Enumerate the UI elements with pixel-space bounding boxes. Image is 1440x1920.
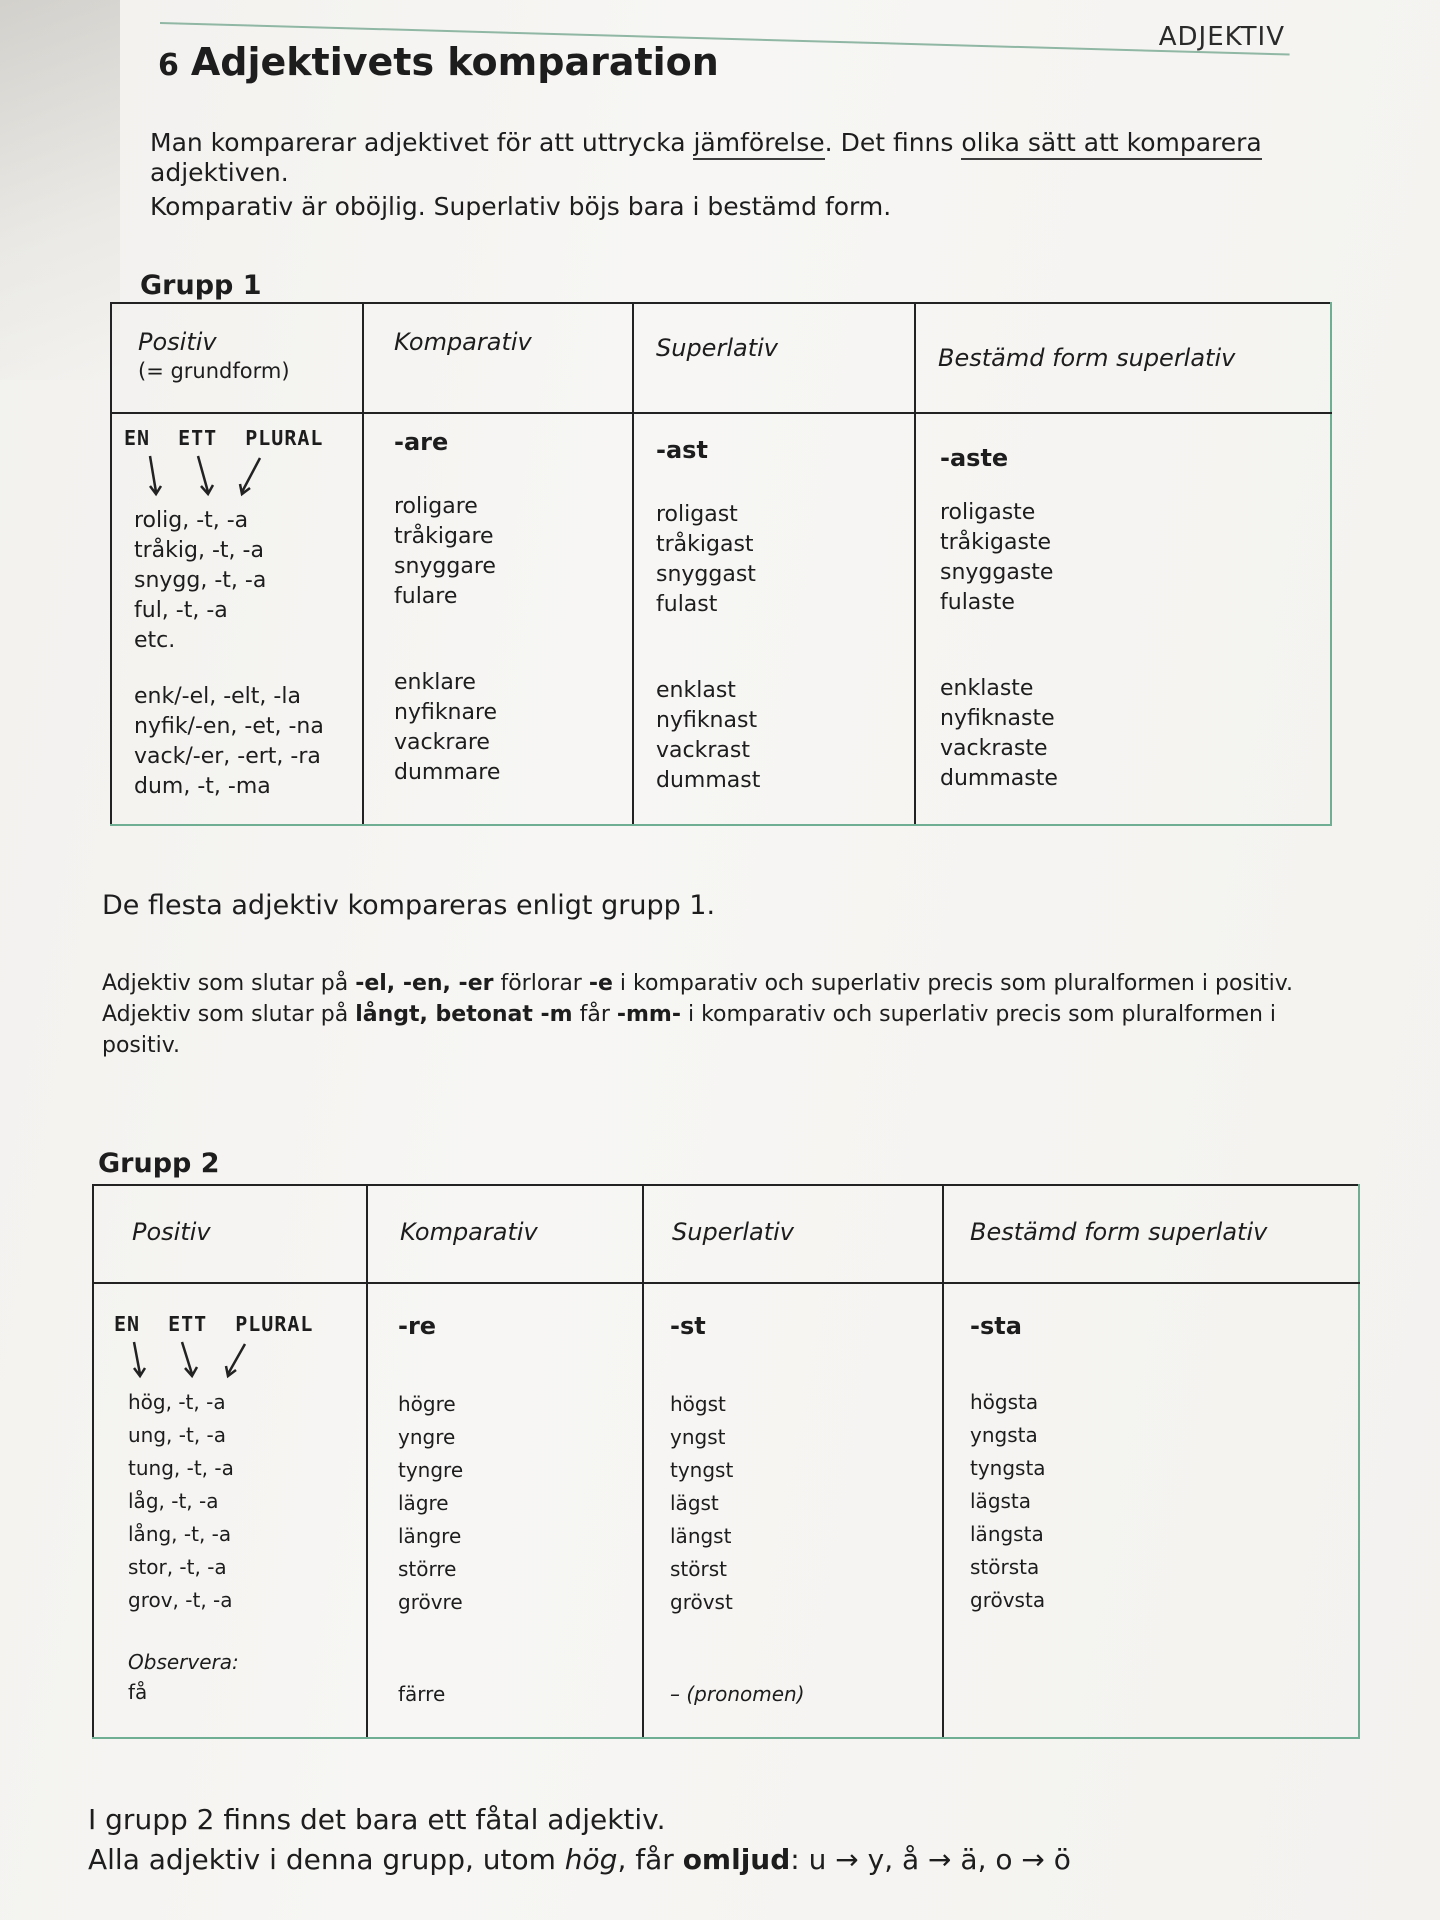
rule2-text-c: får: [572, 1002, 617, 1027]
g1-bestamd-word: tråkigaste: [940, 530, 1052, 555]
g2-superlativ-word: yngst: [670, 1425, 726, 1449]
page-edge-shadow: [0, 0, 120, 380]
g1-positiv-word: ful, -t, -a: [134, 598, 228, 623]
grupp1-table: [110, 302, 1332, 826]
g2-col-bestamd: [943, 1283, 1359, 1738]
g1-komparativ-word: enklare: [394, 670, 476, 695]
g2-bestamd-word: yngsta: [970, 1423, 1038, 1447]
g2-hand-ett: ETT: [168, 1312, 208, 1336]
g1-suffix-ast: -ast: [656, 436, 708, 464]
g1-bestamd-word: enklaste: [940, 676, 1034, 701]
g1-positiv-word: vack/-er, -ert, -ra: [134, 744, 321, 769]
note-grupp2: [88, 1800, 1338, 1880]
rule2-bold-d: -mm-: [616, 1002, 681, 1027]
g1-handwritten-labels: [124, 426, 350, 450]
g1-komparativ-word: nyfiknare: [394, 700, 498, 725]
g2-positiv-word: hög, -t, -a: [128, 1390, 226, 1414]
rule2-text-a: Adjektiv som slutar på: [102, 1002, 356, 1027]
g1-positiv-word: tråkig, -t, -a: [134, 538, 264, 563]
g1-superlativ-word: dummast: [656, 768, 761, 793]
g2-superlativ-word: grövst: [670, 1590, 733, 1614]
intro-line-2: Komparativ är oböjlig. Superlativ böjs bara i bestämd form.: [150, 192, 892, 221]
g1-header-positiv-label: Positiv: [138, 328, 217, 356]
g1-komparativ-word: tråkigare: [394, 524, 494, 549]
g1-positiv-word: nyfik/-en, -et, -na: [134, 714, 324, 739]
g2-bestamd-word: största: [970, 1555, 1040, 1579]
g2-komparativ-word: högre: [398, 1392, 456, 1416]
grupp2-title: Grupp 2: [98, 1148, 220, 1179]
g2-bestamd-word: längsta: [970, 1522, 1044, 1546]
g1-positiv-word: etc.: [134, 628, 176, 653]
g2-bestamd-word: tyngsta: [970, 1456, 1046, 1480]
g2-col-positiv: [93, 1283, 367, 1738]
g1-komparativ-word: roligare: [394, 494, 478, 519]
g2-col-superlativ: [643, 1283, 943, 1738]
g1-hand-plural: PLURAL: [245, 426, 324, 450]
g1-col-superlativ: [633, 413, 915, 825]
g2-hand-plural: PLURAL: [235, 1312, 314, 1336]
g2-positiv-word: ung, -t, -a: [128, 1423, 227, 1447]
g2-superlativ-word: högst: [670, 1392, 726, 1416]
rule-el-en-er: [102, 968, 1352, 999]
g1-suffix-are: -are: [394, 428, 449, 456]
g1-positiv-word: dum, -t, -ma: [134, 774, 271, 799]
g1-header-komparativ: Komparativ: [363, 303, 633, 413]
g1-col-bestamd: [915, 413, 1331, 825]
note-grupp2-line1: I grupp 2 finns det bara ett fåtal adjektiv.: [88, 1803, 666, 1836]
g1-superlativ-word: tråkigast: [656, 532, 754, 557]
g1-bestamd-word: snyggaste: [940, 560, 1054, 585]
note-grupp2-line2: [88, 1840, 1338, 1880]
rule1-text-a: Adjektiv som slutar på: [102, 971, 356, 996]
g2-suffix-re: -re: [398, 1312, 437, 1340]
note-grupp1-rules: [102, 968, 1352, 1061]
rule1-bold-b: -el, -en, -er: [355, 971, 494, 996]
g2-komparativ-word: större: [398, 1557, 457, 1581]
g1-col-positiv: [111, 413, 363, 825]
rule1-bold-d: -e: [588, 971, 613, 996]
g1-komparativ-word: fulare: [394, 584, 458, 609]
g2-hand-en: EN: [114, 1312, 141, 1336]
note2-text-e: : u → y, å → ä, o → ö: [790, 1843, 1071, 1876]
g2-observera-superlativ: – (pronomen): [670, 1682, 805, 1706]
g1-header-grundform: (= grundform): [138, 359, 290, 383]
g1-col-komparativ: [363, 413, 633, 825]
g2-superlativ-word: lägst: [670, 1491, 719, 1515]
g1-superlativ-word: roligast: [656, 502, 738, 527]
g2-komparativ-word: grövre: [398, 1590, 463, 1614]
g2-positiv-word: grov, -t, -a: [128, 1588, 233, 1612]
intro-text-b: . Det finns: [824, 128, 962, 157]
note2-text-a: Alla adjektiv i denna grupp, utom: [88, 1843, 565, 1876]
g1-bestamd-word: nyfiknaste: [940, 706, 1055, 731]
g2-col-komparativ: [367, 1283, 643, 1738]
grupp2-table: [92, 1184, 1360, 1739]
g1-positiv-word: snygg, -t, -a: [134, 568, 267, 593]
g1-superlativ-word: nyfiknast: [656, 708, 758, 733]
g1-handwritten-arrows: [130, 454, 280, 500]
g2-bestamd-word: grövsta: [970, 1588, 1046, 1612]
g2-suffix-st: -st: [670, 1312, 706, 1340]
note2-text-c: , får: [617, 1843, 683, 1876]
g1-superlativ-word: snyggast: [656, 562, 756, 587]
g2-komparativ-word: lägre: [398, 1491, 449, 1515]
g1-header-superlativ: Superlativ: [633, 303, 915, 413]
grupp1-title: Grupp 1: [140, 270, 262, 301]
g2-observera-label: Observera:: [128, 1650, 239, 1674]
g1-header-bestamd: Bestämd form superlativ: [915, 303, 1331, 413]
chapter-title-text: Adjektivets komparation: [190, 40, 719, 84]
g1-bestamd-word: roligaste: [940, 500, 1036, 525]
rule2-text-e: i komparativ och superlativ precis som pluralformen i positiv.: [102, 1002, 1277, 1058]
chapter-title: [158, 40, 719, 84]
g2-observera-komparativ: färre: [398, 1682, 446, 1706]
note2-bold-omljud: omljud: [682, 1843, 791, 1876]
g1-positiv-word: enk/-el, -elt, -la: [134, 684, 301, 709]
g2-bestamd-word: lägsta: [970, 1489, 1032, 1513]
g2-positiv-word: tung, -t, -a: [128, 1456, 234, 1480]
g1-bestamd-word: vackraste: [940, 736, 1048, 761]
g1-komparativ-word: vackrare: [394, 730, 490, 755]
g1-bestamd-word: dummaste: [940, 766, 1058, 791]
g2-observera-positiv: få: [128, 1680, 148, 1704]
intro-paragraph: [150, 128, 1290, 222]
g2-header-bestamd: Bestämd form superlativ: [943, 1185, 1359, 1283]
g2-handwritten-labels: [114, 1312, 352, 1336]
intro-line-1: [150, 128, 1290, 188]
g1-superlativ-word: enklast: [656, 678, 736, 703]
g1-superlativ-word: fulast: [656, 592, 718, 617]
intro-text-a: Man komparerar adjektivet för att uttrycka: [150, 128, 694, 157]
g1-hand-en: EN: [124, 426, 151, 450]
g2-komparativ-word: längre: [398, 1524, 462, 1548]
g2-header-positiv: Positiv: [93, 1185, 367, 1283]
g1-hand-ett: ETT: [178, 426, 218, 450]
g2-handwritten-arrows: [120, 1340, 270, 1380]
g1-suffix-aste: -aste: [940, 444, 1009, 472]
g2-superlativ-word: störst: [670, 1557, 727, 1581]
g1-positiv-word: rolig, -t, -a: [134, 508, 249, 533]
rule-long-m: [102, 999, 1352, 1061]
g2-positiv-word: lång, -t, -a: [128, 1522, 232, 1546]
g1-header-positiv: [111, 303, 363, 413]
intro-text-c: adjektiven.: [150, 158, 289, 187]
note2-italic-hog: hög: [564, 1843, 618, 1876]
g2-superlativ-word: längst: [670, 1524, 732, 1548]
rule1-text-e: i komparativ och superlativ precis som pluralformen i positiv.: [612, 971, 1294, 996]
chapter-number: 6: [158, 48, 179, 83]
note-grupp1-main: De flesta adjektiv kompareras enligt grupp 1.: [102, 890, 716, 921]
g2-positiv-word: låg, -t, -a: [128, 1489, 219, 1513]
rule2-bold-b: långt, betonat -m: [355, 1002, 573, 1027]
g1-komparativ-word: snyggare: [394, 554, 496, 579]
g2-suffix-sta: -sta: [970, 1312, 1022, 1340]
g2-komparativ-word: yngre: [398, 1425, 456, 1449]
section-label: ADJEKTIV: [1158, 22, 1285, 52]
g1-bestamd-word: fulaste: [940, 590, 1015, 615]
g2-superlativ-word: tyngst: [670, 1458, 734, 1482]
intro-underlined-2: olika sätt att komparera: [961, 128, 1261, 160]
g2-header-komparativ: Komparativ: [367, 1185, 643, 1283]
g1-komparativ-word: dummare: [394, 760, 501, 785]
intro-underlined-1: jämförelse: [693, 128, 824, 160]
g1-superlativ-word: vackrast: [656, 738, 750, 763]
g2-positiv-word: stor, -t, -a: [128, 1555, 227, 1579]
g2-komparativ-word: tyngre: [398, 1458, 464, 1482]
rule1-text-c: förlorar: [493, 971, 589, 996]
g2-bestamd-word: högsta: [970, 1390, 1039, 1414]
g2-header-superlativ: Superlativ: [643, 1185, 943, 1283]
